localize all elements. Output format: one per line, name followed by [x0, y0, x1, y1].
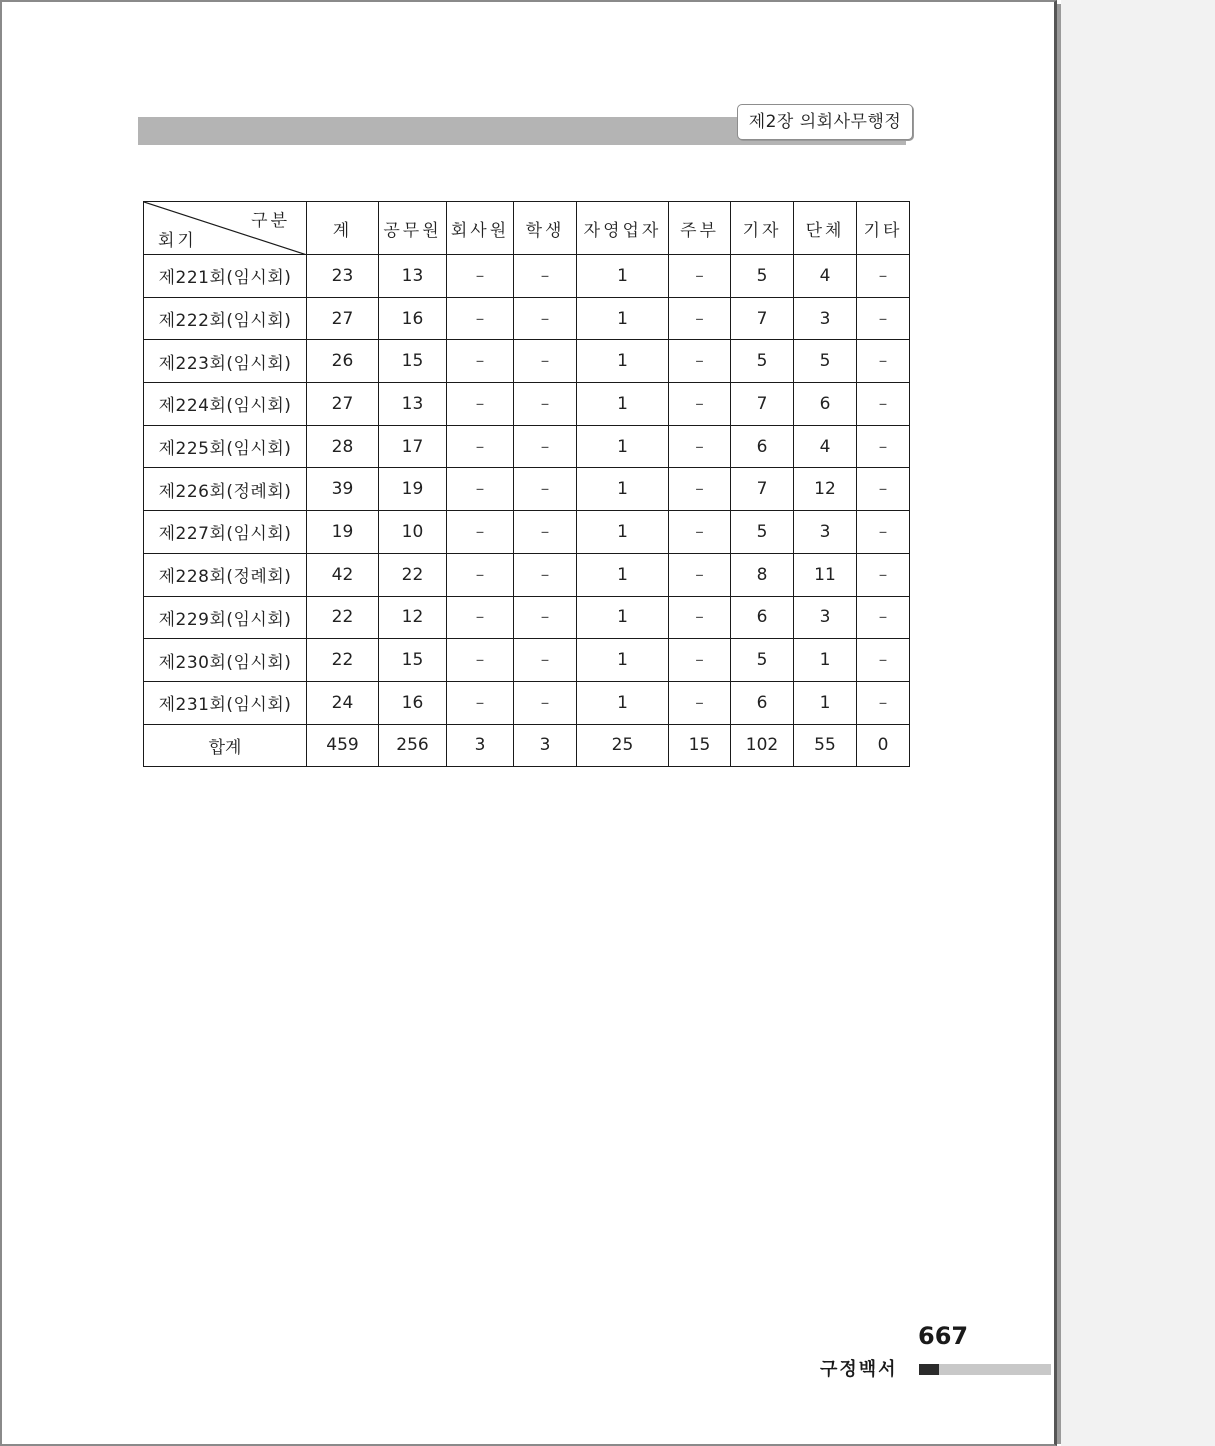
table-cell: 7 [731, 383, 794, 426]
table-cell: – [669, 340, 731, 383]
table-cell: 1 [794, 681, 857, 724]
session-cell: 제222회(임시회) [144, 297, 307, 340]
table-cell: – [447, 596, 514, 639]
table-cell: 6 [731, 425, 794, 468]
column-header: 단체 [794, 202, 857, 255]
table-cell: 13 [379, 383, 447, 426]
table-cell: – [669, 511, 731, 554]
table-cell: – [857, 383, 910, 426]
table-cell: – [447, 681, 514, 724]
column-header: 공무원 [379, 202, 447, 255]
column-header: 기자 [731, 202, 794, 255]
session-cell: 제221회(임시회) [144, 255, 307, 298]
table-cell: – [447, 340, 514, 383]
table-cell: – [514, 340, 577, 383]
table-cell: 26 [307, 340, 379, 383]
column-header: 회사원 [447, 202, 514, 255]
table-row [144, 297, 910, 340]
table-cell: 1 [577, 553, 669, 596]
table-cell: – [447, 255, 514, 298]
corner-label-category: 구분 [251, 211, 290, 231]
table-cell: 5 [731, 255, 794, 298]
table-cell: 11 [794, 553, 857, 596]
table-cell: 6 [794, 383, 857, 426]
table-row [144, 468, 910, 511]
table-cell: – [447, 511, 514, 554]
table-row [144, 425, 910, 468]
table-cell: 10 [379, 511, 447, 554]
table-cell: 23 [307, 255, 379, 298]
table-cell: – [514, 255, 577, 298]
column-header: 계 [307, 202, 379, 255]
table-cell: 4 [794, 255, 857, 298]
table-cell: 15 [379, 639, 447, 682]
column-header: 자영업자 [577, 202, 669, 255]
table-cell: 1 [577, 681, 669, 724]
column-header: 학생 [514, 202, 577, 255]
page-number: 667 [918, 1322, 969, 1350]
table-cell: 19 [379, 468, 447, 511]
table-cell: – [669, 383, 731, 426]
table-cell: 3 [794, 596, 857, 639]
table-cell: 3 [794, 297, 857, 340]
table-cell: 24 [307, 681, 379, 724]
table-cell: 1 [577, 340, 669, 383]
total-cell: 102 [731, 724, 794, 767]
table-cell: 28 [307, 425, 379, 468]
table-cell: 27 [307, 297, 379, 340]
total-cell: 25 [577, 724, 669, 767]
viewer-margin [1061, 0, 1215, 1446]
total-cell: 459 [307, 724, 379, 767]
table-cell: – [669, 255, 731, 298]
table-cell: – [514, 639, 577, 682]
table-cell: 4 [794, 425, 857, 468]
table-cell: 16 [379, 297, 447, 340]
table-row [144, 383, 910, 426]
table-cell: 5 [731, 340, 794, 383]
column-header: 주부 [669, 202, 731, 255]
session-cell: 제225회(임시회) [144, 425, 307, 468]
total-cell: 0 [857, 724, 910, 767]
table-cell: – [669, 681, 731, 724]
table-cell: – [447, 383, 514, 426]
table-row [144, 596, 910, 639]
table-cell: – [857, 553, 910, 596]
table-cell: – [857, 255, 910, 298]
table-cell: 1 [577, 255, 669, 298]
table-cell: – [447, 425, 514, 468]
table-cell: 15 [379, 340, 447, 383]
table-cell: – [857, 425, 910, 468]
table-cell: 16 [379, 681, 447, 724]
table-cell: – [447, 297, 514, 340]
table-cell: 12 [794, 468, 857, 511]
table-cell: 22 [307, 596, 379, 639]
table-row [144, 553, 910, 596]
table-cell: 22 [307, 639, 379, 682]
session-cell: 제224회(임시회) [144, 383, 307, 426]
column-header: 기타 [857, 202, 910, 255]
chapter-title-tab: 제2장 의회사무행정 [737, 104, 913, 140]
total-row [144, 724, 910, 767]
table-cell: – [514, 425, 577, 468]
book-title: 구정백서 [820, 1359, 898, 1380]
table-cell: 7 [731, 297, 794, 340]
table-cell: 1 [577, 511, 669, 554]
session-cell: 제231회(임시회) [144, 681, 307, 724]
table-header-row [144, 202, 910, 255]
table-cell: 1 [577, 297, 669, 340]
table-cell: 19 [307, 511, 379, 554]
table-cell: – [669, 553, 731, 596]
table-body [144, 255, 910, 725]
table-cell: 17 [379, 425, 447, 468]
table-cell: – [514, 468, 577, 511]
total-cell: 3 [514, 724, 577, 767]
total-cell: 15 [669, 724, 731, 767]
table-cell: 39 [307, 468, 379, 511]
table-cell: – [669, 297, 731, 340]
session-cell: 제223회(임시회) [144, 340, 307, 383]
table-cell: – [669, 468, 731, 511]
table-cell: 12 [379, 596, 447, 639]
table-cell: 1 [577, 383, 669, 426]
table-row [144, 639, 910, 682]
table-cell: – [857, 297, 910, 340]
footer-bar-accent [919, 1364, 939, 1375]
table-cell: – [857, 639, 910, 682]
table-cell: – [857, 468, 910, 511]
total-cell: 55 [794, 724, 857, 767]
table-cell: 6 [731, 681, 794, 724]
session-cell: 제229회(임시회) [144, 596, 307, 639]
table-cell: 22 [379, 553, 447, 596]
session-cell: 제230회(임시회) [144, 639, 307, 682]
table-cell: 1 [577, 468, 669, 511]
session-cell: 제228회(정례회) [144, 553, 307, 596]
table-cell: – [514, 596, 577, 639]
table-cell: – [447, 468, 514, 511]
table-cell: 1 [577, 596, 669, 639]
table-cell: – [669, 639, 731, 682]
total-cell: 256 [379, 724, 447, 767]
table-cell: 1 [577, 639, 669, 682]
footer-bar [939, 1364, 1051, 1375]
table-cell: 42 [307, 553, 379, 596]
table-row [144, 340, 910, 383]
table-cell: – [669, 596, 731, 639]
table-row [144, 255, 910, 298]
table-cell: 1 [794, 639, 857, 682]
total-label: 합계 [144, 724, 307, 767]
corner-header-cell [144, 202, 307, 255]
table-cell: – [514, 553, 577, 596]
table-cell: – [447, 639, 514, 682]
table-cell: – [514, 383, 577, 426]
table-cell: – [514, 681, 577, 724]
table-cell: 8 [731, 553, 794, 596]
table-cell: 1 [577, 425, 669, 468]
table-cell: – [514, 511, 577, 554]
table-cell: – [447, 553, 514, 596]
table-cell: 13 [379, 255, 447, 298]
table-cell: – [514, 297, 577, 340]
table-cell: 6 [731, 596, 794, 639]
session-cell: 제227회(임시회) [144, 511, 307, 554]
table-cell: 5 [731, 639, 794, 682]
table-cell: – [669, 425, 731, 468]
table-cell: – [857, 681, 910, 724]
table-cell: 5 [794, 340, 857, 383]
table-cell: 7 [731, 468, 794, 511]
table-row [144, 681, 910, 724]
table-cell: – [857, 340, 910, 383]
table-cell: – [857, 511, 910, 554]
total-cell: 3 [447, 724, 514, 767]
table-cell: – [857, 596, 910, 639]
table-row [144, 511, 910, 554]
table-cell: 5 [731, 511, 794, 554]
table-cell: 3 [794, 511, 857, 554]
session-cell: 제226회(정례회) [144, 468, 307, 511]
table-cell: 27 [307, 383, 379, 426]
corner-label-session: 회기 [158, 231, 197, 251]
statistics-table [143, 201, 910, 767]
